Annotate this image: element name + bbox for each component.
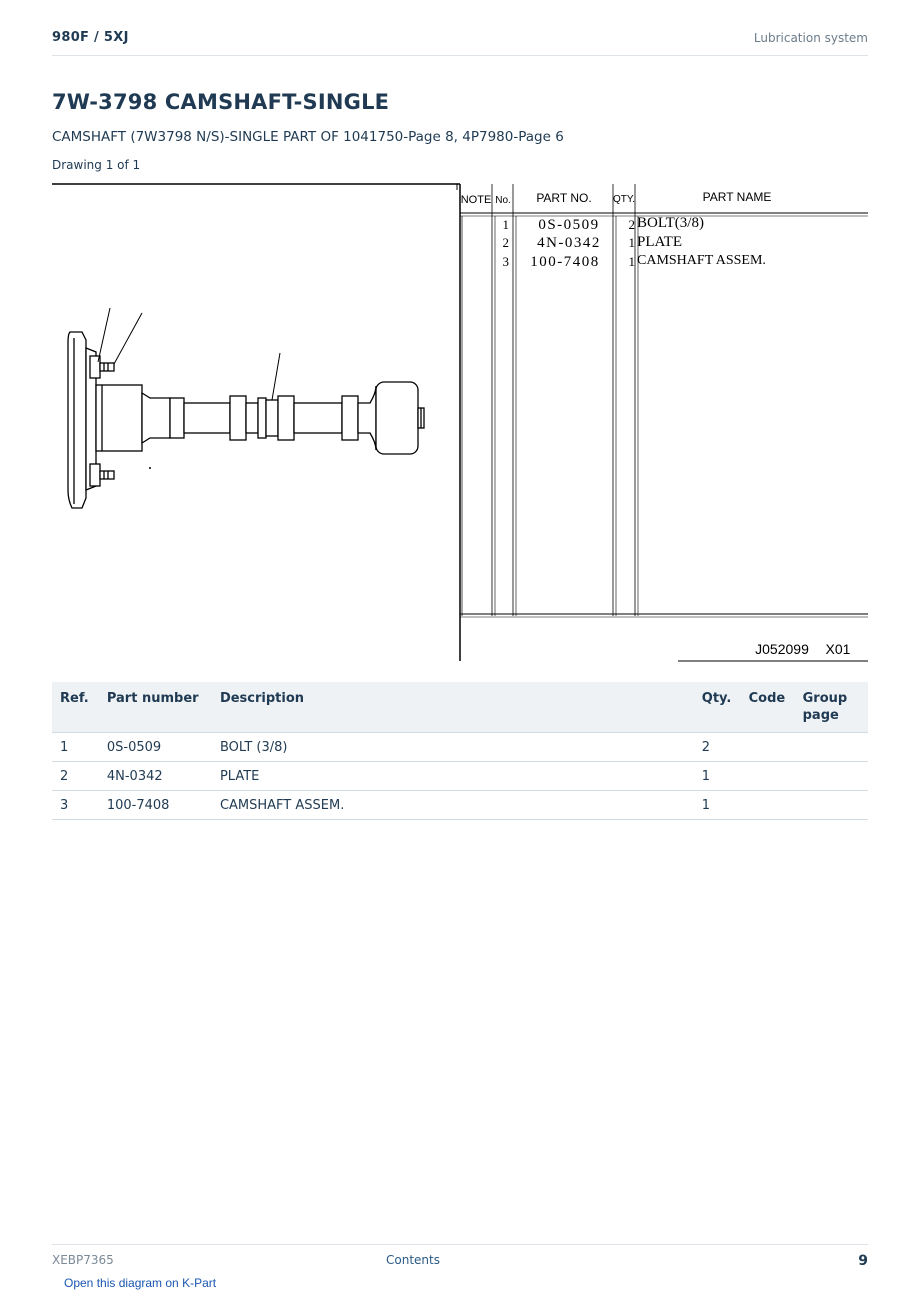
parts-table [52,682,868,820]
sheet-row-part-no: 4N-0342 [537,235,601,251]
cell-ref: 2 [52,762,99,791]
cell-part-number: 0S-0509 [99,733,212,762]
drawing-parts-sheet [457,184,868,661]
machine-model: 980F / 5XJ [52,30,129,45]
camshaft-illustration [68,332,424,508]
sheet-row-no: 3 [502,254,509,269]
drawing-id: J052099 [755,641,809,657]
document-id: XEBP7365 [52,1253,114,1267]
cell-group-page [795,762,868,791]
parts-drawing-svg [52,180,868,665]
sheet-row-qty: 1 [628,254,635,269]
cell-qty: 1 [694,791,741,820]
sheet-row-no: 2 [502,235,509,250]
parts-drawing [52,180,868,665]
cell-group-page [795,791,868,820]
col-description: Description [212,682,694,733]
cell-code [741,762,795,791]
cell-description: CAMSHAFT ASSEM. [212,791,694,820]
page-title: 7W-3798 CAMSHAFT-SINGLE [52,90,390,114]
cell-qty: 1 [694,762,741,791]
cell-description: BOLT (3/8) [212,733,694,762]
table-row [52,762,868,791]
sheet-row-part-no: 100-7408 [530,254,600,270]
col-code: Code [741,682,795,733]
sheet-header-no: No. [495,195,511,206]
col-ref: Ref. [52,682,99,733]
sheet-row-no: 1 [502,217,509,232]
drawing-counter: Drawing 1 of 1 [52,158,141,172]
sheet-row-qty: 2 [628,217,635,232]
table-row [52,791,868,820]
cell-code [741,791,795,820]
drawing-revision: X01 [825,641,851,657]
sheet-header-note: NOTE [460,194,492,206]
sheet-header-part-no: PART NO. [536,191,592,205]
table-row [52,733,868,762]
section-name: Lubrication system [753,31,868,45]
cell-description: PLATE [212,762,694,791]
sheet-row-name: CAMSHAFT ASSEM. [637,253,766,268]
cell-code [741,733,795,762]
col-qty: Qty. [694,682,741,733]
sheet-row-name: PLATE [637,234,682,250]
sheet-row-name: BOLT(3/8) [637,215,704,231]
page-header [52,28,868,56]
page-subtitle: CAMSHAFT (7W3798 N/S)-SINGLE PART OF 1041750-Page 8, 4P7980-Page 6 [52,129,564,145]
cell-ref: 1 [52,733,99,762]
parts-table-header [52,682,868,733]
cell-qty: 2 [694,733,741,762]
contents-link[interactable]: Contents [386,1253,440,1267]
col-part-number: Part number [99,682,212,733]
sheet-row-part-no: 0S-0509 [538,217,600,233]
footer-divider [52,1244,868,1245]
kpart-link[interactable]: Open this diagram on K-Part [64,1276,217,1290]
sheet-header-part-name: PART NAME [702,190,772,204]
cell-part-number: 4N-0342 [99,762,212,791]
sheet-header-qty: QTY. [612,194,636,205]
col-group-page: Group page [795,682,868,733]
page-number: 9 [858,1253,868,1269]
cell-ref: 3 [52,791,99,820]
sheet-row-qty: 1 [628,235,635,250]
cell-part-number: 100-7408 [99,791,212,820]
cell-group-page [795,733,868,762]
